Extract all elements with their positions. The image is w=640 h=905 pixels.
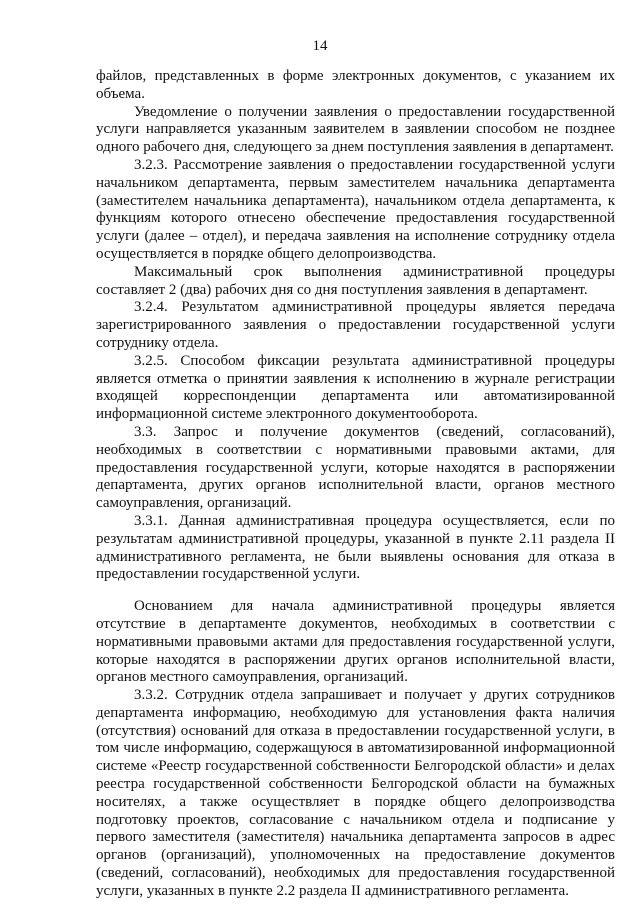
- paragraph-notification: Уведомление о получении заявления о предоставлении государственной услуги направляется указанным заявителем в заявлении способом не позднее одного рабочего дня, следующего за днем поступления заявления в департамент.: [96, 103, 615, 156]
- paragraph-3-3-2: 3.3.2. Сотрудник отдела запрашивает и получает у других сотрудников департамента информацию, необходимую для установления факта наличия (отсутствия) оснований для отказа в предоставлении государственной услуги, в том числе информацию, содержащуюся в автоматизированной информационной системе «Реестр государственной собственности Белгородской области» и делах реестра государственной собственности Белгородской области на бумажных носителях, а также осуществляет в порядке общего делопроизводства подготовку проектов, согласование с начальником отдела и подписание у первого заместителя (заместителя) начальника департамента запросов в адрес органов (организаций), уполномоченных на предоставление документов (сведений, согласований), необходимых для предоставления государственной услуги, указанных в пункте 2.2 раздела II административного регламента.: [96, 687, 615, 899]
- paragraph-3-2-3: 3.2.3. Рассмотрение заявления о предоставлении государственной услуги начальником департамента, первым заместителем начальника департамента (заместителем начальника департамента), начальником отдела департамента, к функциям которого отнесено обеспечение предоставления государственной услуги (далее – отдел), и передача заявления на исполнение сотруднику отдела осуществляется в порядке общего делопроизводства.: [96, 156, 615, 262]
- paragraph-continuation: файлов, представленных в форме электронных документов, с указанием их объема.: [96, 68, 615, 102]
- paragraph-3-3: 3.3. Запрос и получение документов (сведений, согласований), необходимых в соответствии с нормативными правовыми актами, для предоставления государственной услуги, которые находятся в распоряжении департамента, других органов исполнительной власти, органов местного самоуправления, организаций.: [96, 423, 615, 512]
- paragraph-gap: [96, 584, 615, 598]
- paragraph-3-2-5: 3.2.5. Способом фиксации результата административной процедуры является отметка о принятии заявления к исполнению в журнале регистрации входящей корреспонденции департамента или автоматизированной информационной системе электронного документооборота.: [96, 352, 615, 423]
- page-number: 14: [312, 38, 328, 54]
- paragraph-max-term: Максимальный срок выполнения административной процедуры составляет 2 (два) рабочих дня со дня поступления заявления в департамент.: [96, 263, 615, 298]
- document-body: [96, 68, 615, 901]
- paragraph-3-3-1: 3.3.1. Данная административная процедура осуществляется, если по результатам административной процедуры, указанной в пункте 2.11 раздела II административного регламента, не были выявлены основания для отказа в предоставлении государственной услуги.: [96, 512, 615, 583]
- paragraph-basis: Основанием для начала административной процедуры является отсутствие в департаменте документов, необходимых в соответствии с нормативными правовыми актами для предоставления государственной услуги, которые находятся в распоряжении других органов исполнительной власти, органов местного самоуправления, организаций.: [96, 598, 615, 686]
- paragraph-3-2-4: 3.2.4. Результатом административной процедуры является передача зарегистрированного заявления о предоставлении государственной услуги сотруднику отдела.: [96, 299, 615, 351]
